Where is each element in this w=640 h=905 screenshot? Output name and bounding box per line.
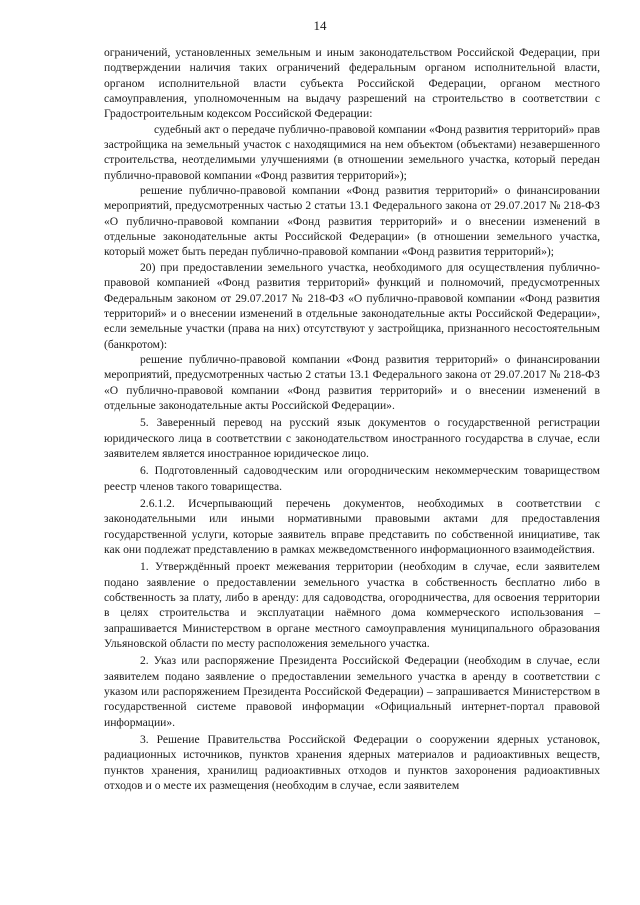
paragraph: 5. Заверенный перевод на русский язык документов о государственной регистрации юридического лица в соответствии с законодательством иностранного государства в случае, если заявителем является иностранное юридическое лицо. [104, 416, 600, 460]
paragraph: ограничений, установленных земельным и иным законодательством Российской Федерации, при подтверждении наличия таких ограничений федеральным органом исполнительной власти, органом исполнительной власти субъекта Российской Федерации, органом местного самоуправления, уполномоченным на выдачу разрешений на строительство в соответствии с Градостроительным кодексом Российской Федерации: [104, 46, 600, 121]
paragraph: решение публично-правовой компании «Фонд развития территорий» о финансировании мероприятий, предусмотренных частью 2 статьи 13.1 Федерального закона от 29.07.2017 № 218-ФЗ «О публично-правовой компании «Фонд развития территорий» и о внесении изменений в отдельные законодательные акты Российской Федерации». [104, 352, 600, 412]
page-number: 14 [313, 18, 327, 33]
paragraph: 2.6.1.2. Исчерпывающий перечень документов, необходимых в соответствии с законодательными или иными нормативными правовыми актами для предоставления государственной услуги, которые заявитель вправе представить по собственной инициативе, так как они подлежат представлению в рамках межведомственного информационного взаимодействия. [104, 496, 600, 556]
document-body [104, 45, 600, 794]
paragraph: судебный акт о передаче публично-правовой компании «Фонд развития территорий» прав застройщика на земельный участок с находящимися на нем объектом (объектами) незавершенного строительства, неотделимыми улучшениями (в отношении земельного участка, который передан публично-правовой компании «Фонд развития территорий»); [104, 122, 600, 182]
paragraph: 3. Решение Правительства Российской Федерации о сооружении ядерных установок, радиационных источников, пунктов хранения ядерных материалов и радиоактивных веществ, пунктов хранения, хранилищ радиоактивных отходов и пунктов захоронения радиоактивных отходов и о месте их размещения (необходим в случае, если заявителем [104, 733, 600, 793]
paragraph: решение публично-правовой компании «Фонд развития территорий» о финансировании мероприятий, предусмотренных частью 2 статьи 13.1 Федерального закона от 29.07.2017 № 218-ФЗ «О публично-правовой компании «Фонд развития территорий» и о внесении изменений в отдельные законодательные акты Российской Федерации» (в отношении земельного участка, который может быть передан публично-правовой компании «Фонд развития территорий»); [104, 184, 600, 259]
paragraph: 20) при предоставлении земельного участка, необходимого для осуществления публично-правовой компанией «Фонд развития территорий» функций и полномочий, предусмотренных Федеральным законом от 29.07.2017 № 218-ФЗ «О публично-правовой компании «Фонд развития территорий» и о внесении изменений в отдельные законодательные акты Российской Федерации», если земельные участки (права на них) отсутствуют у застройщика, признанного несостоятельным (банкротом): [104, 260, 600, 351]
paragraph: 2. Указ или распоряжение Президента Российской Федерации (необходим в случае, если заявителем подано заявление о предоставлении земельного участка в аренду в соответствии с указом или распоряжением Президента Российской Федерации) – запрашивается Министерством в государственной системе правовой информации «Официальный интернет-портал правовой информации». [104, 654, 600, 729]
paragraph: 6. Подготовленный садоводческим или огородническим некоммерческим товариществом реестр членов такого товарищества. [104, 464, 600, 493]
paragraph: 1. Утверждённый проект межевания территории (необходим в случае, если заявителем подано заявление о предоставлении земельного участка в собственность бесплатно либо в собственность за плату, либо в аренду: для садоводства, огородничества, для освоения территории в целях строительства и эксплуатации наёмного дома коммерческого использования – запрашивается Министерством в органе местного самоуправления муниципального образования Ульяновской области по месту расположения земельного участка. [104, 560, 600, 651]
